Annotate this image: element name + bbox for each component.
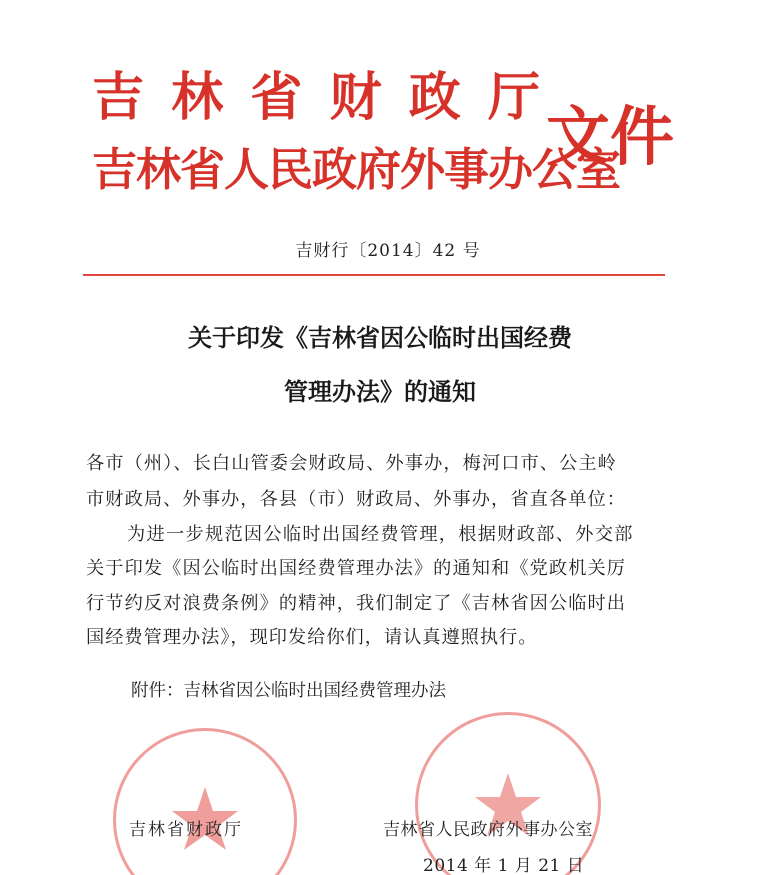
letterhead-char: 吉 [92,68,145,128]
body-line: 为进一步规范因公临时出国经费管理，根据财政部、外交部 [127,524,634,545]
letterhead-issuer-finance [92,66,540,130]
signature-date: 2014 年 1 月 21 日 [423,856,585,875]
letterhead-char: 省 [250,68,303,128]
letterhead-char: 厅 [487,68,540,128]
document-title-line-1: 关于印发《吉林省因公临时出国经费 [188,324,572,352]
letterhead-doc-type: 文件 [546,101,674,175]
document-title-line-2: 管理办法》的通知 [284,378,476,406]
finance-department-seal [113,728,297,875]
letterhead-issuer-foreign-affairs: 吉林省人民政府外事办公室 [92,143,621,196]
body-line: 市财政局、外事办，各县（市）财政局、外事办，省直各单位： [86,489,627,510]
body-line: 关于印发《因公临时出国经费管理办法》的通知和《党政机关厉 [86,558,627,579]
letterhead-char: 政 [408,68,461,128]
signature-finance-department: 吉林省财政厅 [129,820,243,840]
body-line: 各市（州）、长白山管委会财政局、外事办，梅河口市、公主岭 [86,453,617,474]
letterhead-char: 林 [171,68,224,128]
body-line: 国经费管理办法》，现印发给你们，请认真遵照执行。 [86,627,538,648]
signature-foreign-affairs-office: 吉林省人民政府外事办公室 [383,820,593,840]
letterhead-char: 财 [329,68,382,128]
red-divider [83,274,665,276]
attachment-line: 附件：吉林省因公临时出国经费管理办法 [131,681,446,701]
document-number: 吉财行〔2014〕42 号 [295,241,481,261]
body-line: 行节约反对浪费条例》的精神，我们制定了《吉林省因公临时出 [86,593,627,614]
seal-star-icon [116,731,294,875]
